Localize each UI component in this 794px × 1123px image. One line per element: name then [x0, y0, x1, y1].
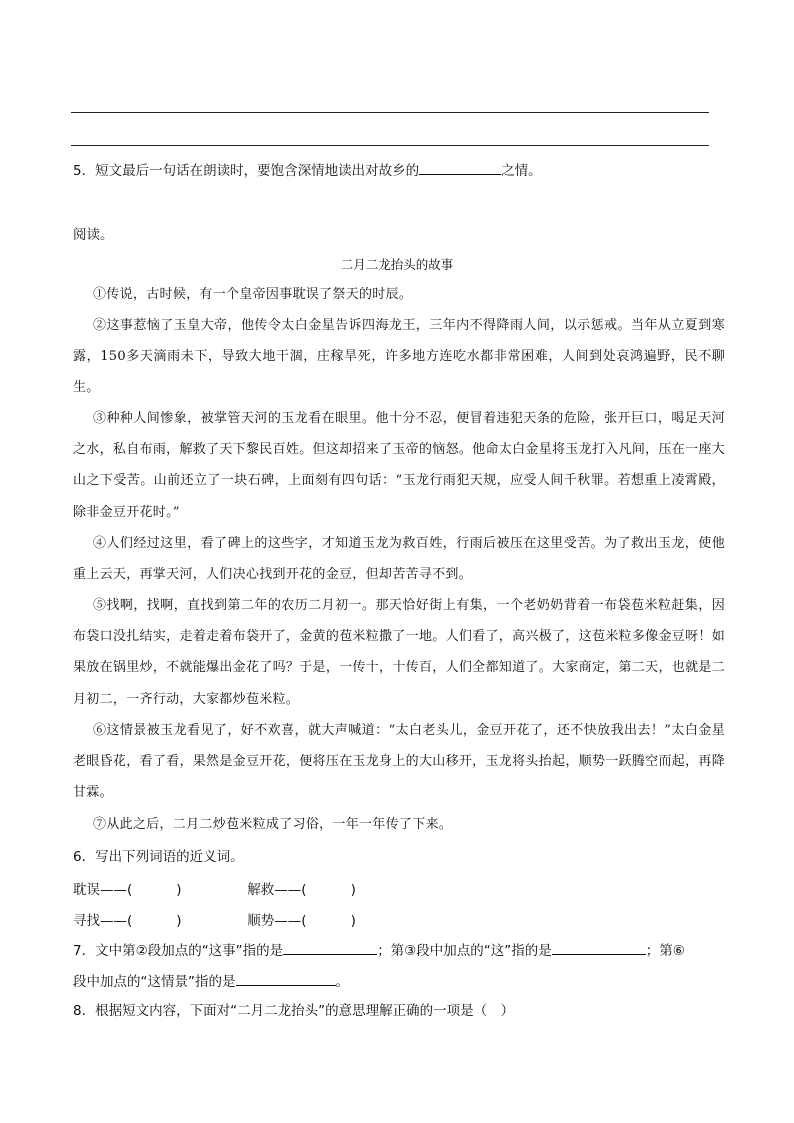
q5-suffix: 之情。 [501, 163, 542, 179]
q7-part-2: ；第③段中加点的“这”指的是 [377, 943, 552, 959]
q6-item-4-word: 顺势——( [247, 913, 307, 929]
article-paragraph-3: ③种种人间惨象，被掌管天河的玉龙看在眼里。他十分不忍，便冒着违犯天条的危险，张开巨口，喝足天河之水，私自布雨，解救了天下黎民百姓。但这却招来了玉帝的恼怒。他命太白金星将玉龙打入凡间，压在一座大山之下受苦。山前还立了一块石碑，上面刻有四句话：“玉龙行雨犯天规，应受人间千秋罪。若想重上凌霄殿，除非金豆开花时。” [73, 411, 725, 520]
q6-item-3-blank[interactable] [132, 911, 176, 925]
q7-part-5: 。 [335, 974, 349, 990]
question-5 [73, 160, 542, 180]
q6-item-4-close: ) [350, 913, 356, 929]
question-7-line-1 [73, 940, 685, 960]
q6-item-3-word: 寻找——( [73, 913, 133, 929]
q6-item-2-close: ) [350, 882, 356, 898]
question-8-prompt: 8．根据短文内容，下面对“二月二龙抬头”的意思理解正确的一项是（ ） [73, 1003, 515, 1019]
q7-blank-1[interactable] [283, 940, 377, 955]
q6-item-3-close: ) [176, 913, 182, 929]
q6-item-1 [73, 878, 243, 898]
q6-item-2-blank[interactable] [307, 880, 351, 894]
article-paragraph-1: ①传说，古时候，有一个皇帝因事耽误了祭天的时辰。 [93, 287, 413, 302]
q5-prefix: 5．短文最后一句话在朗读时，要饱含深情地读出对故乡的 [73, 163, 420, 179]
article-title: 二月二龙抬头的故事 [340, 257, 454, 272]
q6-item-1-word: 耽误——( [73, 882, 133, 898]
q7-part-3: ；第⑥ [645, 943, 685, 959]
article-paragraph-2: ②这事惹恼了玉皇大帝，他传令太白金星告诉四海龙王，三年内不得降雨人间，以示惩戒。当年从立夏到寒露，150多天滴雨未下，导致大地干涸，庄稼旱死，许多地方连吃水都非常困难，人间到处哀鸿遍野，民不聊生。 [73, 318, 725, 396]
article-paragraph-4: ④人们经过这里，看了碑上的这些字，才知道玉龙为救百姓，行雨后被压在这里受苦。为了救出玉龙，使他重上云天，再掌天河，人们决心找到开花的金豆，但却苦苦寻不到。 [73, 536, 725, 583]
q6-row-2 [73, 909, 356, 929]
q6-item-1-blank[interactable] [132, 880, 176, 894]
section-label: 阅读。 [73, 227, 114, 243]
article-paragraph-5: ⑤找啊，找啊，直找到第二年的农历二月初一。那天恰好街上有集，一个老奶奶背着一布袋苞米粒赶集，因布袋口没扎结实，走着走着布袋开了，金黄的苞米粒撒了一地。人们看了，高兴极了，这苞米粒多像金豆呀！如果放在锅里炒，不就能爆出金花了吗？于是，一传十，十传百，人们全都知道了。大家商定，第二天，也就是二月初二，一齐行动，大家都炒苞米粒。 [73, 598, 725, 707]
q6-item-4 [247, 909, 356, 929]
q6-item-2-word: 解救——( [247, 882, 307, 898]
q7-part-4: 段中加点的“这情景”指的是 [73, 974, 236, 990]
q7-blank-3[interactable] [236, 971, 336, 986]
question-7-line-2 [73, 971, 349, 991]
q6-item-3 [73, 909, 243, 929]
q5-answer-blank[interactable] [419, 160, 501, 175]
q6-row-1 [73, 878, 356, 898]
article-paragraph-6: ⑥这情景被玉龙看见了，好不欢喜，就大声喊道：“太白老头儿，金豆开花了，还不快放我出去！”太白金星老眼昏花，看了看，果然是金豆开花，便将压在玉龙身上的大山移开，玉龙将头抬起，顺势一跃腾空而起，再降甘霖。 [73, 723, 725, 801]
q6-item-4-blank[interactable] [307, 911, 351, 925]
answer-line-1 [71, 112, 709, 113]
question-6-prompt: 6．写出下列词语的近义词。 [73, 849, 244, 865]
q7-blank-2[interactable] [552, 940, 646, 955]
q7-part-1: 7．文中第②段加点的“这事”指的是 [73, 943, 284, 959]
article-paragraph-7: ⑦从此之后，二月二炒苞米粒成了习俗，一年一年传了下来。 [93, 817, 453, 832]
answer-line-2 [71, 145, 709, 146]
q6-item-2 [247, 878, 356, 898]
q6-item-1-close: ) [176, 882, 182, 898]
